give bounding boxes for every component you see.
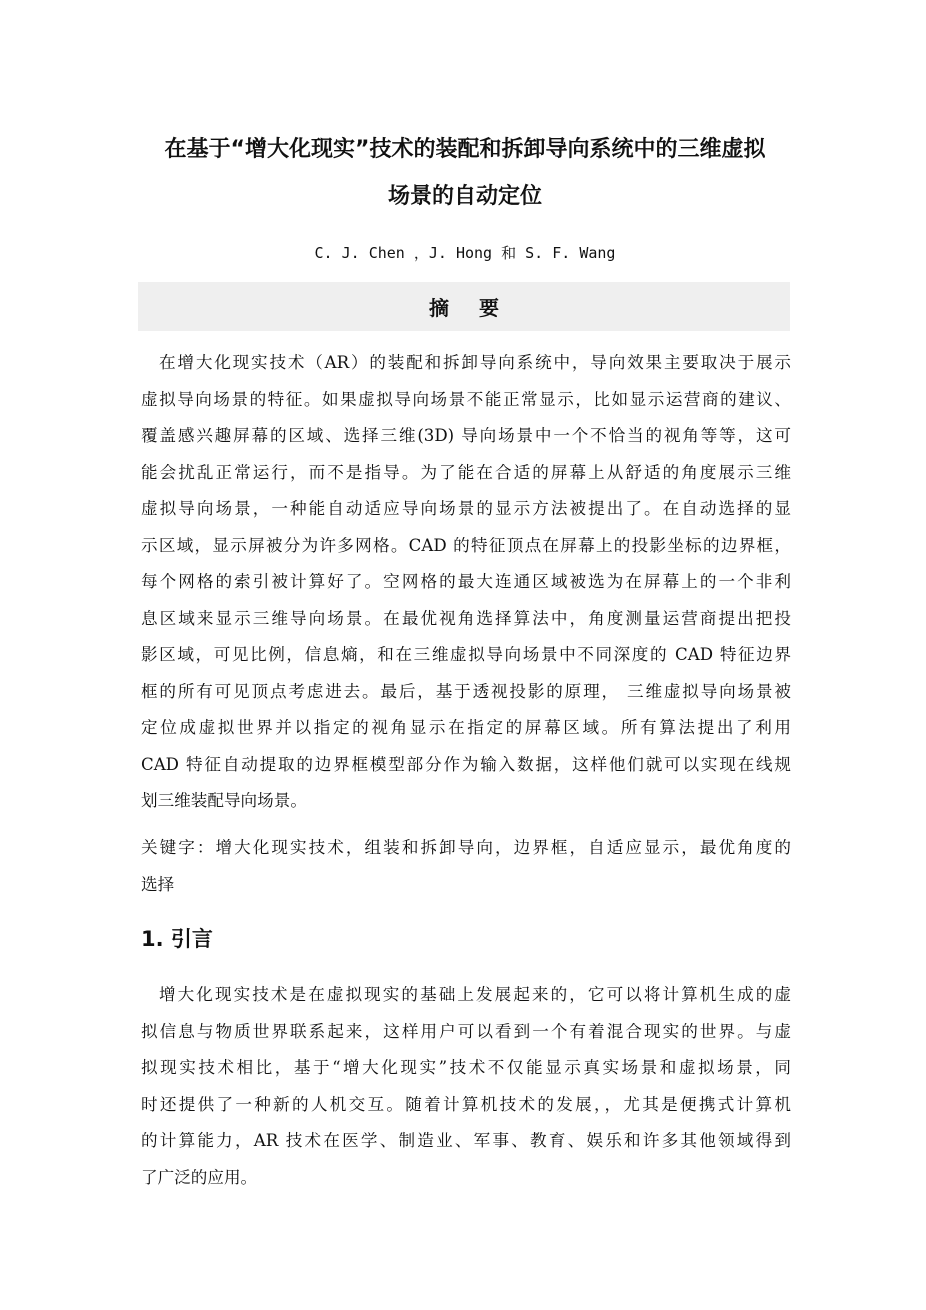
abstract-line: 在增大化现实技术（AR）的装配和拆卸导向系统中，导向效果主要取决于展示 [159, 353, 791, 372]
abstract-line: 影区域，可见比例，信息熵，和在三维虚拟导向场景中不同深度的 CAD 特征边界 [141, 645, 791, 664]
abstract-line: 定位成虚拟世界并以指定的视角显示在指定的屏幕区域。所有算法提出了利用 [141, 718, 791, 737]
abstract-line: 虚拟导向场景的特征。如果虚拟导向场景不能正常显示，比如显示运营商的建议、 [141, 389, 791, 409]
section-heading-introduction: 1. 引言 [141, 927, 213, 951]
abstract-line: 息区域来显示三维导向场景。在最优视角选择算法中，角度测量运营商提出把投 [141, 608, 791, 628]
keywords-block [141, 830, 791, 903]
abstract-line: 示区域，显示屏被分为许多网格。CAD 的特征顶点在屏幕上的投影坐标的边界框， [141, 535, 791, 555]
introduction-line: 的计算能力，AR 技术在医学、制造业、军事、教育、娱乐和许多其他领域得到 [141, 1131, 791, 1150]
abstract-line: 虚拟导向场景，一种能自动适应导向场景的显示方法被提出了。在自动选择的显 [141, 499, 791, 518]
abstract-heading: 摘要 [429, 296, 529, 320]
introduction-line: 拟现实技术相比，基于“增大化现实”技术不仅能显示真实场景和虚拟场景，同 [141, 1058, 791, 1077]
abstract-heading-band [138, 282, 790, 331]
introduction-line: 时还提供了一种新的人机交互。随着计算机技术的发展，，尤其是便携式计算机 [141, 1094, 791, 1114]
abstract-line: 框的所有可见顶点考虑进去。最后，基于透视投影的原理， 三维虚拟导向场景被 [141, 681, 791, 701]
paper-title-line-1: 在基于“增大化现实”技术的装配和拆卸导向系统中的三维虚拟 [164, 137, 766, 162]
abstract-line: 能会扰乱正常运行，而不是指导。为了能在合适的屏幕上从舒适的角度展示三维 [141, 462, 791, 482]
paper-title-line-2: 场景的自动定位 [387, 184, 542, 209]
abstract-line: 划三维装配导向场景。 [141, 791, 307, 810]
introduction-line: 了广泛的应用。 [141, 1167, 258, 1187]
keywords-line: 选择 [141, 874, 175, 894]
keywords-line: 关键字：增大化现实技术，组装和拆卸导向，边界框，自适应显示，最优角度的 [141, 838, 791, 857]
introduction-line: 拟信息与物质世界联系起来，这样用户可以看到一个有着混合现实的世界。与虚 [141, 1021, 791, 1041]
author-list: C. J. Chen ，J. Hong 和 S. F. Wang [314, 244, 616, 262]
abstract-line: 覆盖感兴趣屏幕的区域、选择三维(3D) 导向场景中一个不恰当的视角等等，这可 [141, 426, 791, 445]
introduction-line: 增大化现实技术是在虚拟现实的基础上发展起来的，它可以将计算机生成的虚 [159, 985, 791, 1004]
introduction-body [141, 977, 791, 1196]
abstract-line: 每个网格的索引被计算好了。空网格的最大连通区域被选为在屏幕上的一个非利 [141, 572, 791, 591]
abstract-line: CAD 特征自动提取的边界框模型部分作为输入数据，这样他们就可以实现在线规 [141, 754, 791, 774]
abstract-body [141, 345, 791, 820]
